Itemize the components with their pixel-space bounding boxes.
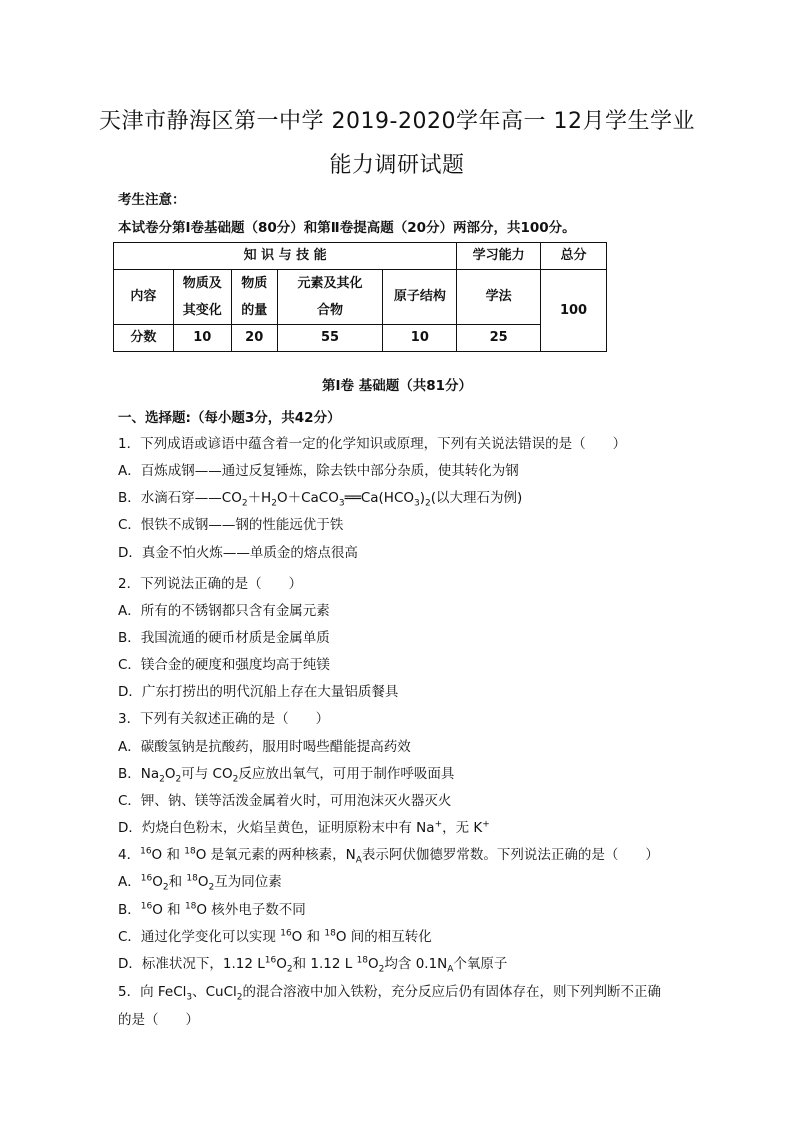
q5-stem-line1: 5．向 FeCl$_3$、CuCl$_2$的混合溶液中加入铁粉，充分反应后仍有固体存在，则下列判断不正确 bbox=[118, 984, 662, 1003]
col-elements-compounds: 元素及其化 合物 bbox=[277, 270, 383, 325]
q4-option-d: D．标准状况下，1.12 $L^{16}O_2$和 1.12 L $^{18}O_2$均含 $0.1N_A$个氧原子 bbox=[118, 955, 508, 975]
col-matter-change: 物质及 其变化 bbox=[173, 270, 231, 325]
score-cell: 55 bbox=[277, 325, 383, 352]
q2-option-c: C．镁合金的硬度和强度均高于纯镁 bbox=[118, 657, 330, 673]
col-amount-of-substance: 物质 的量 bbox=[231, 270, 277, 325]
header-learning-ability: 学习能力 bbox=[457, 243, 541, 270]
score-cell: 10 bbox=[383, 325, 457, 352]
exam-title-line2: 能力调研试题 bbox=[329, 153, 465, 178]
notice-label: 考生注意： bbox=[118, 192, 186, 208]
score-cell: 10 bbox=[173, 325, 231, 352]
row-label-score: 分数 bbox=[114, 325, 174, 352]
exam-title-line1: 天津市静海区第一中学 2019-2020学年高一 12月学生学业 bbox=[99, 109, 695, 134]
total-score-value: 100 bbox=[541, 270, 607, 352]
col-atomic-structure: 原子结构 bbox=[383, 270, 457, 325]
col-study-method: 学法 bbox=[457, 270, 541, 325]
q1-option-b: B．水滴石穿$——CO_2+H_2O+CaCO_3══Ca(HCO_3)_2$(以大理石为例) bbox=[118, 490, 523, 509]
score-distribution-table bbox=[113, 242, 607, 352]
q4-stem: 4．$^{16}$O 和 $^{18}$O 是氧元素的两种核素，$N_A$表示阿伏伽德罗常数。下列说法正确的是（ ） bbox=[118, 846, 659, 866]
row-label-content: 内容 bbox=[114, 270, 174, 325]
q2-option-d: D．广东打捞出的明代沉船上存在大量铝质餐具 bbox=[118, 684, 399, 700]
score-cell: 25 bbox=[457, 325, 541, 352]
score-cell: 20 bbox=[231, 325, 277, 352]
header-total: 总分 bbox=[541, 243, 607, 270]
q2-option-b: B．我国流通的硬币材质是金属单质 bbox=[118, 630, 330, 646]
q1-option-a: A．百炼成钢——通过反复锤炼，除去铁中部分杂质，使其转化为钢 bbox=[118, 463, 519, 479]
q1-stem: 1．下列成语或谚语中蕴含着一定的化学知识或原理，下列有关说法错误的是（ ） bbox=[118, 436, 627, 452]
section1-title: 第Ⅰ卷 基础题（共81分） bbox=[321, 378, 472, 394]
q1-option-d: D．真金不怕火炼——单质金的熔点很高 bbox=[118, 545, 358, 561]
q2-option-a: A．所有的不锈钢都只含有金属元素 bbox=[118, 603, 330, 619]
part1-title: 一、选择题:（每小题3分，共42分） bbox=[118, 410, 341, 426]
q3-stem: 3．下列有关叙述正确的是（ ） bbox=[118, 711, 330, 727]
q3-option-a: A．碳酸氢钠是抗酸药，服用时喝些醋能提高药效 bbox=[118, 739, 411, 755]
header-knowledge-skills: 知 识 与 技 能 bbox=[114, 243, 457, 270]
q3-option-b: B．$Na_2O_2$可与 $CO_2$反应放出氧气，可用于制作呼吸面具 bbox=[118, 766, 455, 785]
q4-option-b: B．$^{16}$O 和 $^{18}$O 核外电子数不同 bbox=[118, 901, 306, 918]
q4-option-a: A．$^{16}O_2$和 $^{18}O_2$互为同位素 bbox=[118, 873, 282, 893]
exam-intro: 本试卷分第Ⅰ卷基础题（80分）和第Ⅱ卷提高题（20分）两部分，共100分。 bbox=[118, 220, 576, 236]
q4-option-c: C．通过化学变化可以实现 $^{16}$O 和 $^{18}$O 间的相互转化 bbox=[118, 928, 432, 945]
q3-option-d: D．灼烧白色粉末，火焰呈黄色，证明原粉末中有 Na+，无 K+ bbox=[118, 819, 490, 836]
q2-stem: 2．下列说法正确的是（ ） bbox=[118, 576, 303, 592]
q1-option-c: C．恨铁不成钢——钢的性能远优于铁 bbox=[118, 517, 344, 533]
q5-stem-line2: 的是（ ） bbox=[118, 1012, 199, 1028]
q3-option-c: C．钾、钠、镁等活泼金属着火时，可用泡沫灭火器灭火 bbox=[118, 793, 452, 809]
